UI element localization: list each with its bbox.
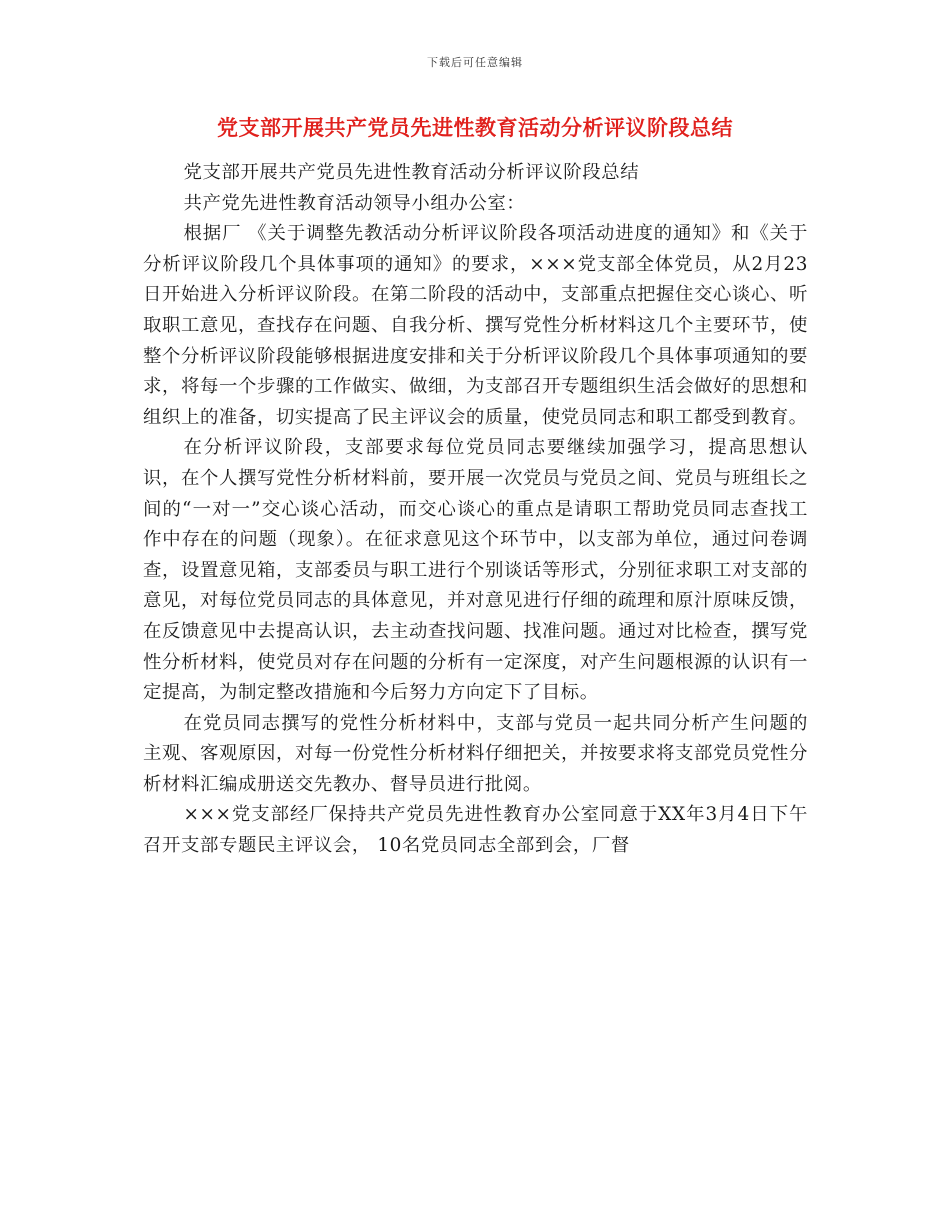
paragraph: ×××党支部经厂保持共产党员先进性教育办公室同意于XX年3月4日下午召开支部专题民主评议会， 10名党员同志全部到会，厂督	[143, 804, 808, 857]
document-body	[143, 158, 808, 862]
paragraph: 在党员同志撰写的党性分析材料中，支部与党员一起共同分析产生问题的主观、客观原因，对每一份党性分析材料仔细把关，并按要求将支部党员党性分析材料汇编成册送交先教办、督导员进行批阅。	[143, 712, 808, 795]
paragraph-subtitle: 党支部开展共产党员先进性教育活动分析评议阶段总结	[183, 162, 640, 183]
paragraph: 根据厂 《关于调整先教活动分析评议阶段各项活动进度的通知》和《关于分析评议阶段几个具体事项的通知》的要求，×××党支部全体党员，从2月23日开始进入分析评议阶段。在第二阶段的活动中，支部重点把握住交心谈心、听取职工意见，查找存在问题、自我分析、撰写党性分析材料这几个主要环节，使整个分析评议阶段能够根据进度安排和关于分析评议阶段几个具体事项通知的要求，将每一个步骤的工作做实、做细，为支部召开专题组织生活会做好的思想和组织上的准备，切实提高了民主评议会的质量，使党员同志和职工都受到教育。	[143, 223, 808, 428]
paragraph-addressee: 共产党先进性教育活动领导小组办公室：	[183, 192, 526, 214]
header-note: 下载后可任意编辑	[427, 56, 523, 69]
paragraph: 在分析评议阶段，支部要求每位党员同志要继续加强学习，提高思想认识，在个人撰写党性分析材料前，要开展一次党员与党员之间、党员与班组长之间的“一对一”交心谈心活动，而交心谈心的重点是请职工帮助党员同志查找工作中存在的问题（现象）。在征求意见这个环节中，以支部为单位，通过问卷调查，设置意见箱，支部委员与职工进行个别谈话等形式，分别征求职工对支部的意见，对每位党员同志的具体意见，并对意见进行仔细的疏理和原汁原味反馈，在反馈意见中去提高认识，去主动查找问题、找准问题。通过对比检查，撰写党性分析材料，使党员对存在问题的分析有一定深度，对产生问题根源的认识有一定提高，为制定整改措施和今后努力方向定下了目标。	[143, 437, 808, 704]
document-title: 党支部开展共产党员先进性教育活动分析评议阶段总结	[217, 116, 733, 140]
